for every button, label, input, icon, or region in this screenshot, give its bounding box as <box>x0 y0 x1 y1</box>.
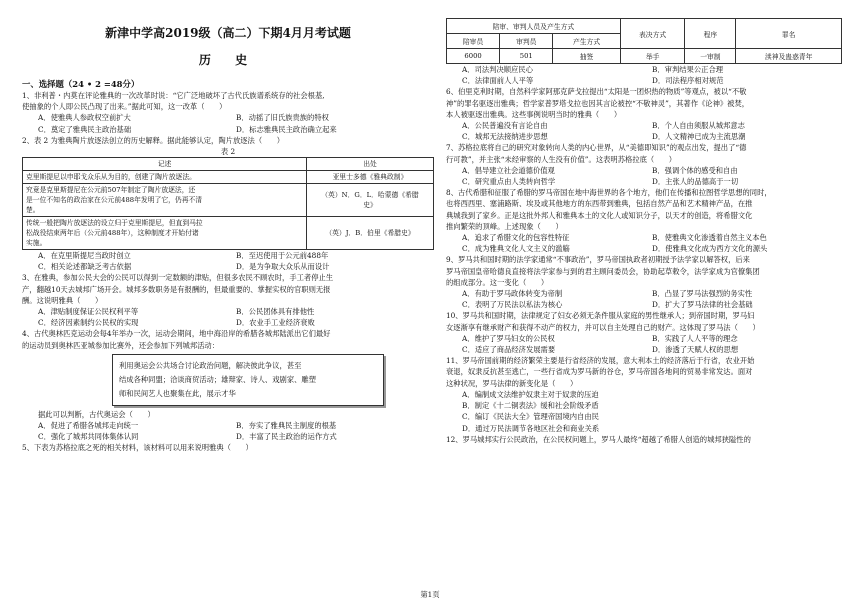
options-row <box>22 317 434 328</box>
cell-text: 是一位不知名的政治家在公元前488年发明了它，仍再不清 <box>26 196 203 205</box>
option-c: C．成为雅典文化人文主义的滥觞 <box>462 244 570 254</box>
options-row <box>22 420 434 431</box>
question-line: 罗马帝国皇帝哈德良直接将法学家参与到的君主顾问委员会，协助起草敕令，法学家成为官僚集团 <box>446 266 760 276</box>
option-c: C．奠定了雅典民主政治基础 <box>38 124 132 134</box>
option-c: C．经济因素制约公民权的实现 <box>38 318 139 328</box>
options-row <box>446 344 842 355</box>
question-6 <box>446 86 842 142</box>
table-cell <box>307 171 434 184</box>
option-b: B．使雅典文化渗透着自然主义本色 <box>652 233 767 243</box>
material-line: 利用奥运会公共场合讨论政治问题，解决彼此争议，甚至 <box>119 360 302 370</box>
option-b: B．实践了人人平等的理念 <box>652 333 738 343</box>
options-row <box>22 124 434 135</box>
options-row <box>446 176 842 187</box>
table-cell <box>23 217 307 250</box>
table-header-cell: 审判员 <box>500 34 553 49</box>
option-a: A．有助于罗马政体转变为帝制 <box>462 289 563 299</box>
options-row <box>446 333 842 344</box>
option-c: C．适应了商品经济发展需要 <box>462 345 556 355</box>
trial-table <box>446 18 842 64</box>
table-cell: 501 <box>500 49 553 64</box>
question-12-line: 12、罗马城邦实行公民政治，在公民权问题上，罗马人最终“超越了希腊人创造的城邦狭隘性的 <box>446 434 751 444</box>
table-header-cell: 记述 <box>23 158 307 171</box>
option-a: A．维护了罗马妇女的公民权 <box>462 333 555 343</box>
question-2 <box>22 135 434 273</box>
question-10 <box>446 310 842 355</box>
question-line: 据此可以判断，古代奥运会（ ） <box>38 409 155 419</box>
cell-text: 亚里士多德《雅典政制》 <box>332 173 408 182</box>
table-header-row <box>23 158 434 171</box>
option-d: D．通过万民法调节各地区社会和商业关系 <box>462 423 600 433</box>
options-row <box>446 131 842 142</box>
question-line: 推向繁荣的顶峰。上述现象（ ） <box>446 221 563 231</box>
section-heading: 一、选择题（24 • 2 =48分） <box>22 79 140 89</box>
option-d: D．使雅典文化成为西方文化的源头 <box>652 244 768 254</box>
table-cell <box>23 184 307 217</box>
question-9 <box>446 254 842 310</box>
question-4 <box>22 328 434 442</box>
cell-text: 究竟是克里斯提尼在公元前507年制定了陶片放逐法，还 <box>26 186 196 195</box>
cell-text: （英）J．B．伯里《希腊史》 <box>325 229 415 238</box>
option-a: A．司法判决顺应民心 <box>462 65 533 74</box>
question-line: 3、在雅典，参加公民大会的公民可以得到一定数额的津贴，但很多农民不顾农时，手工者停止生 <box>22 273 334 283</box>
material-box <box>112 354 384 406</box>
table-cell: 6000 <box>447 49 500 64</box>
option-d: D．人文精神已成为主流思潮 <box>652 132 746 142</box>
table-cell: 举手 <box>620 49 685 64</box>
question-3 <box>22 272 434 328</box>
option-a: A．倡导建立社会道德价值观 <box>462 165 555 175</box>
option-b: B．个人自由须服从城邦意志 <box>652 121 745 131</box>
question-line: 6、伯里克利时期，自然科学家阿那克萨戈拉提出“太阳是一团炽热的物质”等观点，被以“不敬 <box>446 87 747 97</box>
options-row <box>22 250 434 261</box>
option-c: C．法律面前人人平等 <box>462 76 534 86</box>
options-row <box>22 261 434 272</box>
option-a: A．公民普遍没有言论自由 <box>462 121 548 131</box>
options-row <box>446 120 842 131</box>
question-line: 产，翻越10天去城邦广场开会。城邦多数职务是有报酬的，但最重要的、掌握实权的官职则无报 <box>22 284 331 294</box>
option-d: D．丰富了民主政治的运作方式 <box>236 432 337 442</box>
cell-text: 传统一般把陶片放逐法的设立归于克里斯提尼，但直到马拉 <box>26 219 203 228</box>
option-d: D．渗透了天赋人权的思想 <box>652 345 739 355</box>
table-header-row <box>447 19 842 34</box>
option-c: C．相关论述都缺乏考古依据 <box>38 262 132 272</box>
options-row <box>22 431 434 442</box>
option-d: D．农业手工业经济衰败 <box>236 318 315 328</box>
option-a: A．编制成文法维护奴隶主对于奴隶的压迫 <box>462 389 599 399</box>
subject-title: 历 史 <box>198 53 258 67</box>
options-row <box>446 243 842 254</box>
option-d: D．标志雅典民主政治确立起来 <box>236 124 337 134</box>
option-b: B．审判结果公正合理 <box>652 65 724 74</box>
option-b: B．夯实了雅典民主制度的根基 <box>236 421 337 431</box>
material-line: 师和民间艺人也聚集在此，展示才华 <box>119 388 236 398</box>
table-cell <box>307 217 434 250</box>
option-b: B．至迟使用于公元前488年 <box>236 251 329 261</box>
option-c: C．城邦无法接纳进步思想 <box>462 132 548 142</box>
question-line: 的运动员到奥林匹亚城参加比赛外，还会参加下列城邦活动： <box>22 340 220 350</box>
option-d: D．主张人的品德高于一切 <box>652 177 739 187</box>
table-2 <box>22 157 434 250</box>
option-b: B．制定《十二铜表法》缓和社会阶级矛盾 <box>462 401 599 411</box>
option-b: B．凸显了罗马法强烈的务实性 <box>652 289 753 299</box>
exam-title: 新津中学高2019级（高二）下期4月月考试题 <box>105 26 351 40</box>
question-line: 的组成部分。这一变化（ ） <box>446 277 549 287</box>
option-a: A．津贴制度保证公民权利平等 <box>38 307 139 317</box>
cell-text: 克里斯提尼以申耶戈众乐从为目的，创建了陶片放逐法。 <box>26 173 196 182</box>
options-row <box>446 232 842 243</box>
option-a: A．在克里斯提尼当政时创立 <box>38 251 131 261</box>
option-d: D．司法程序相对规范 <box>652 76 724 86</box>
question-line: 7、苏格拉底将自己的研究对象转向人类的内心世界，从“美德即知识”的观点出发，提出了“德 <box>446 143 747 153</box>
table-cell: 一审制 <box>685 49 736 64</box>
table-row <box>23 184 434 217</box>
table-header-cell: 陪审、审判人员及产生方式 <box>447 19 621 34</box>
question-line: 这种状况，罗马法律的新变化是（ ） <box>446 378 578 388</box>
page-number: 第1页 <box>420 590 440 599</box>
options-row <box>446 165 842 176</box>
question-line: 也将西西里、塞浦路斯、埃及或其他地方的东西带到雅典，包括自然产品和艺术精神产品，在推 <box>446 199 753 209</box>
question-line: 10、罗马共和国时期，法律规定了妇女必须无条件服从家庭的男性继承人；到帝国时期，罗马妇 <box>446 311 755 321</box>
option-c: C．研究重点由人类转向哲学 <box>462 177 556 187</box>
options-row <box>446 299 842 310</box>
question-line: 衰退，奴隶反抗甚至逃亡，一些行省成为罗马新的谷仓，罗马帝国各地间的贸易非常发达。面对 <box>446 367 753 377</box>
option-c: C．编订《民法大全》管理帝国境内自由民 <box>462 412 599 422</box>
table-header-cell: 陪审员 <box>447 34 500 49</box>
question-line: 典城我到了家乡。正是这批外邦人和雅典本土的文化人或知识分子，以天才的创造，将希腊文化 <box>446 210 753 220</box>
question-line: 酬。这说明雅典（ ） <box>22 295 103 305</box>
options-row <box>22 112 434 123</box>
table-cell <box>23 171 307 184</box>
question-line: 行可教”，并主张“未经审察的人生没有价值”。这表明苏格拉底（ ） <box>446 154 677 164</box>
table-cell: 抽签 <box>553 49 620 64</box>
right-column <box>446 18 842 445</box>
question-1 <box>22 90 434 135</box>
question-line: 11、罗马帝国前期的经济繁荣主要是行省经济的发展，意大利本土的经济落后于行省，农业开始 <box>446 356 755 366</box>
question-8 <box>446 187 842 254</box>
question-line: 1、非利普・内莫在评论雅典的一次改革时说：“它广泛地破坏了古代氏族谱系统存的社会根基, <box>22 91 325 100</box>
question-line: 8、古代希腊和征服了希腊的罗马帝国在地中海世界的各个地方，他们在传播和拉图哲学思想的同时， <box>446 188 772 198</box>
question-line: 使抽象的个人即公民凸现了出来。”据此可知，这一改革（ ） <box>22 102 227 112</box>
options-row <box>22 306 434 317</box>
table-header-cell: 表决方式 <box>620 19 685 49</box>
options-row <box>446 75 842 86</box>
option-b: B．强调个体的感受和自由 <box>652 165 738 175</box>
table-header-cell: 出处 <box>307 158 434 171</box>
option-a: A．使雅典人参政权空前扩大 <box>38 113 131 123</box>
question-line: 4、古代奥林匹克运动会每4年举办一次，运动会期间，地中海沿岸的希腊各城邦陆派出它们最好 <box>22 329 331 339</box>
cell-text: 松战役结束两年后（公元前488年），这种制度才开始付诸 <box>26 229 199 238</box>
question-line: 女逐渐享有继承财产和获得不动产的权力，并可以自主处理自己的财产。这体现了罗马法（ ） <box>446 322 760 332</box>
options-row <box>446 288 842 299</box>
table-row <box>23 217 434 250</box>
table-header-cell: 程序 <box>685 19 736 49</box>
table-header-cell: 罪名 <box>736 19 842 49</box>
question-7 <box>446 142 842 187</box>
option-a: A．追求了希腊文化的包容性特征 <box>462 233 570 243</box>
question-5-line: 5、下表为苏格拉底之死的相关材料，该材料可以用来说明雅典（ ） <box>22 443 253 453</box>
cell-text: 楚。 <box>26 206 40 215</box>
table-row <box>447 49 842 64</box>
material-line: 结成各种同盟；洽谈商贸活动；雄辩家、诗人、戏剧家、雕塑 <box>119 374 317 384</box>
table-caption: 表 2 <box>220 147 236 157</box>
option-c: C．强化了城邦共同体集体认同 <box>38 432 139 442</box>
question-line: 2、表 2 为雅典陶片放逐法创立的历史解释。据此能够认定，陶片放逐法（ ） <box>22 135 285 145</box>
table-header-cell: 产生方式 <box>553 34 620 49</box>
options-row <box>446 64 842 75</box>
left-column <box>22 0 434 454</box>
cell-text: 实施。 <box>26 239 47 248</box>
option-d: D．扩大了罗马法律的社会基础 <box>652 300 753 310</box>
question-11 <box>446 355 842 433</box>
question-line: 本人被驱逐出雅典。这些事例说明当时的雅典（ ） <box>446 109 622 119</box>
option-d: D．是为争取大众乐从而设计 <box>236 262 330 272</box>
question-line: 9、罗马共和国时期的法学家通常“不事政治”，罗马帝国执政者初期授予法学家以解答权，后来 <box>446 255 750 265</box>
cell-text: 史》 <box>363 201 377 210</box>
table-cell <box>307 184 434 217</box>
option-a: A．促进了希腊各城邦走向统一 <box>38 421 139 431</box>
question-line: 神”的罪名驱逐出雅典；哲学家普罗塔戈拉也因其言论被控“不敬神灵”，其著作《论神》被焚， <box>446 98 750 108</box>
option-c: C．表明了万民法以私法为核心 <box>462 300 563 310</box>
table-row <box>23 171 434 184</box>
table-cell: 渎神及蛊惑青年 <box>736 49 842 64</box>
option-b: B．动摇了旧氏族贵族的特权 <box>236 113 329 123</box>
cell-text: （英）N．G．L．哈蒙德《希腊 <box>321 191 419 200</box>
option-b: B．公民团体具有排他性 <box>236 307 315 317</box>
